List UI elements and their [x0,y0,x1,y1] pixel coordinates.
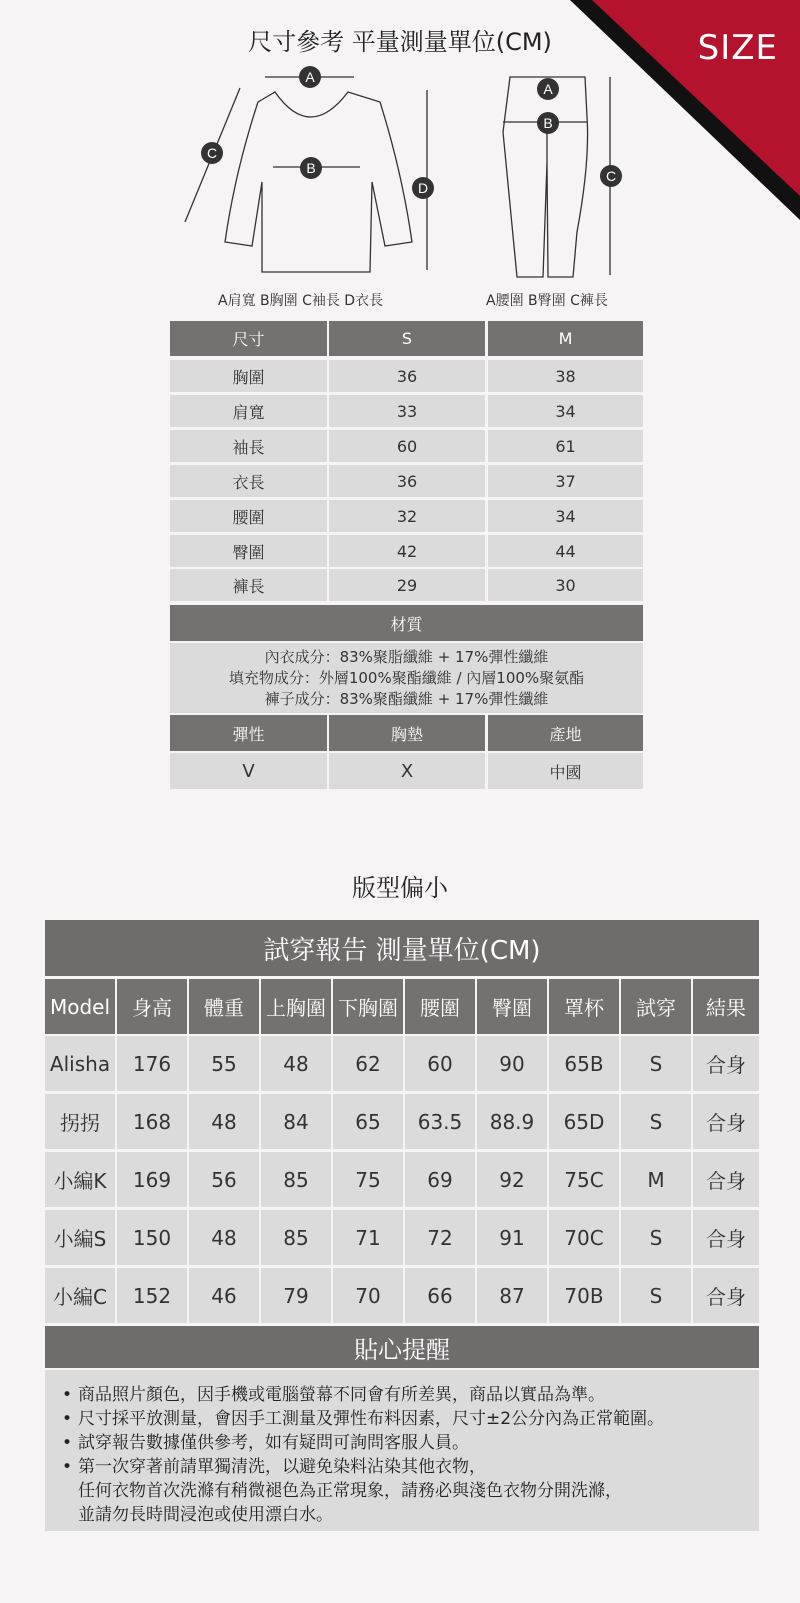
size-table-cell: 32 [329,500,485,532]
material-header: 材質 [170,605,643,641]
report-cell: M [621,1152,691,1207]
size-table-cell: 腰圍 [170,500,327,532]
attribute-header-padding: 胸墊 [329,715,485,751]
top-garment-diagram [180,62,450,284]
report-cell: 小編C [45,1268,115,1323]
report-cell: 79 [261,1268,331,1323]
report-cell: 72 [405,1210,475,1265]
report-cell: 84 [261,1094,331,1149]
tip-item [62,1431,759,1455]
report-cell: S [621,1036,691,1091]
material-line: 褲子成分：83%聚酯纖維 + 17%彈性纖維 [264,689,549,708]
pants-diagram [495,72,635,284]
tip-bullet: • [62,1409,73,1429]
report-cell: 85 [261,1210,331,1265]
size-table-cell: 臀圍 [170,535,327,567]
size-table-cell: 衣長 [170,465,327,497]
size-table-cell: 44 [488,535,643,567]
size-table-header: S [329,321,485,356]
report-cell: S [621,1268,691,1323]
size-table-cell: 38 [488,360,643,392]
report-cell: 55 [189,1036,259,1091]
report-cell: 91 [477,1210,547,1265]
report-cell: 62 [333,1036,403,1091]
tip-text: 並請勿長時間浸泡或使用漂白水。 [78,1505,333,1525]
report-cell: 70C [549,1210,619,1265]
fit-note: 版型偏小 [352,874,448,902]
attribute-header-elasticity: 彈性 [170,715,327,751]
report-header-cell: 罩杯 [549,979,619,1034]
size-table-cell: 33 [329,395,485,427]
report-header-cell: 試穿 [621,979,691,1034]
report-cell: 46 [189,1268,259,1323]
report-cell: 合身 [693,1036,759,1091]
top-marker-a: A [305,69,315,85]
tip-item [62,1407,759,1431]
report-cell: 75C [549,1152,619,1207]
attribute-header-origin: 產地 [488,715,643,751]
size-table-cell: 36 [329,360,485,392]
pants-marker-c: C [605,168,617,184]
size-badge-label: SIZE [697,28,778,68]
top-marker-c: C [206,145,218,161]
report-cell: 71 [333,1210,403,1265]
tip-text: 第一次穿著前請單獨清洗，以避免染料沾染其他衣物， [78,1457,486,1477]
report-cell: 69 [405,1152,475,1207]
material-line: 填充物成分：外層100%聚酯纖維 / 內層100%聚氨酯 [228,668,585,687]
size-table-cell: 61 [488,430,643,462]
tip-item [62,1455,759,1527]
tip-bullet: • [62,1433,73,1453]
attribute-value-elasticity: V [170,753,327,789]
size-table-cell: 42 [329,535,485,567]
report-cell: 85 [261,1152,331,1207]
size-table-header: 尺寸 [170,321,327,356]
report-cell: 66 [405,1268,475,1323]
report-cell: 87 [477,1268,547,1323]
page-title: 尺寸參考 平量測量單位(CM) [248,28,552,56]
report-cell: 60 [405,1036,475,1091]
report-header-cell: 臀圍 [477,979,547,1034]
material-line: 內衣成分：83%聚脂纖維 + 17%彈性纖維 [264,647,549,666]
material-details [170,643,643,713]
top-marker-d: D [417,180,429,196]
report-cell: 70 [333,1268,403,1323]
report-cell: 合身 [693,1094,759,1149]
report-title: 試穿報告 測量單位(CM) [45,920,759,976]
top-marker-b: B [306,160,316,176]
size-table-cell: 34 [488,395,643,427]
report-cell: 合身 [693,1268,759,1323]
report-header-cell: 結果 [693,979,759,1034]
report-cell: 小編K [45,1152,115,1207]
report-cell: S [621,1210,691,1265]
size-table-cell: 胸圍 [170,360,327,392]
report-cell: 65D [549,1094,619,1149]
tips-list [45,1370,759,1531]
pants-marker-a: A [543,81,553,97]
tip-text: 任何衣物首次洗滌有稍微褪色為正常現象，請務必與淺色衣物分開洗滌， [78,1481,622,1501]
tip-bullet: • [62,1457,73,1477]
report-cell: Alisha [45,1036,115,1091]
report-cell: 70B [549,1268,619,1323]
report-cell: 合身 [693,1152,759,1207]
size-table-cell: 36 [329,465,485,497]
report-cell: 拐拐 [45,1094,115,1149]
size-table-cell: 34 [488,500,643,532]
report-cell: 92 [477,1152,547,1207]
size-table-cell: 29 [329,569,485,601]
tips-title: 貼心提醒 [45,1326,759,1368]
report-cell: 176 [117,1036,187,1091]
top-diagram-caption: A肩寬 B胸圍 C袖長 D衣長 [218,293,384,309]
report-cell: 65B [549,1036,619,1091]
size-table-cell: 肩寬 [170,395,327,427]
size-table-cell: 60 [329,430,485,462]
tip-text: 試穿報告數據僅供參考，如有疑問可詢問客服人員。 [78,1433,469,1453]
report-cell: 152 [117,1268,187,1323]
report-header-cell: 上胸圍 [261,979,331,1034]
report-cell: 169 [117,1152,187,1207]
attribute-value-padding: X [329,753,485,789]
size-table-cell: 30 [488,569,643,601]
report-header-cell: Model [45,979,115,1034]
attribute-value-origin: 中國 [488,753,643,789]
report-cell: 75 [333,1152,403,1207]
report-header-cell: 體重 [189,979,259,1034]
report-cell: 合身 [693,1210,759,1265]
report-header-cell: 腰圍 [405,979,475,1034]
report-cell: 150 [117,1210,187,1265]
report-header-cell: 身高 [117,979,187,1034]
size-table-cell: 袖長 [170,430,327,462]
report-cell: 56 [189,1152,259,1207]
tip-text: 尺寸採平放測量，會因手工測量及彈性布料因素，尺寸±2公分內為正常範圍。 [78,1409,665,1429]
tip-bullet: • [62,1385,73,1405]
tip-text: 商品照片顏色，因手機或電腦螢幕不同會有所差異，商品以實品為準。 [78,1385,605,1405]
report-cell: S [621,1094,691,1149]
report-cell: 48 [189,1094,259,1149]
tip-item [62,1383,759,1407]
report-cell: 63.5 [405,1094,475,1149]
report-cell: 小編S [45,1210,115,1265]
pants-diagram-caption: A腰圍 B臀圍 C褲長 [486,293,608,309]
pants-marker-b: B [543,115,553,131]
size-table-header: M [488,321,643,356]
report-cell: 48 [189,1210,259,1265]
report-cell: 168 [117,1094,187,1149]
report-header-cell: 下胸圍 [333,979,403,1034]
report-cell: 48 [261,1036,331,1091]
size-table-cell: 37 [488,465,643,497]
report-cell: 90 [477,1036,547,1091]
report-cell: 65 [333,1094,403,1149]
size-table-cell: 褲長 [170,569,327,601]
report-cell: 88.9 [477,1094,547,1149]
